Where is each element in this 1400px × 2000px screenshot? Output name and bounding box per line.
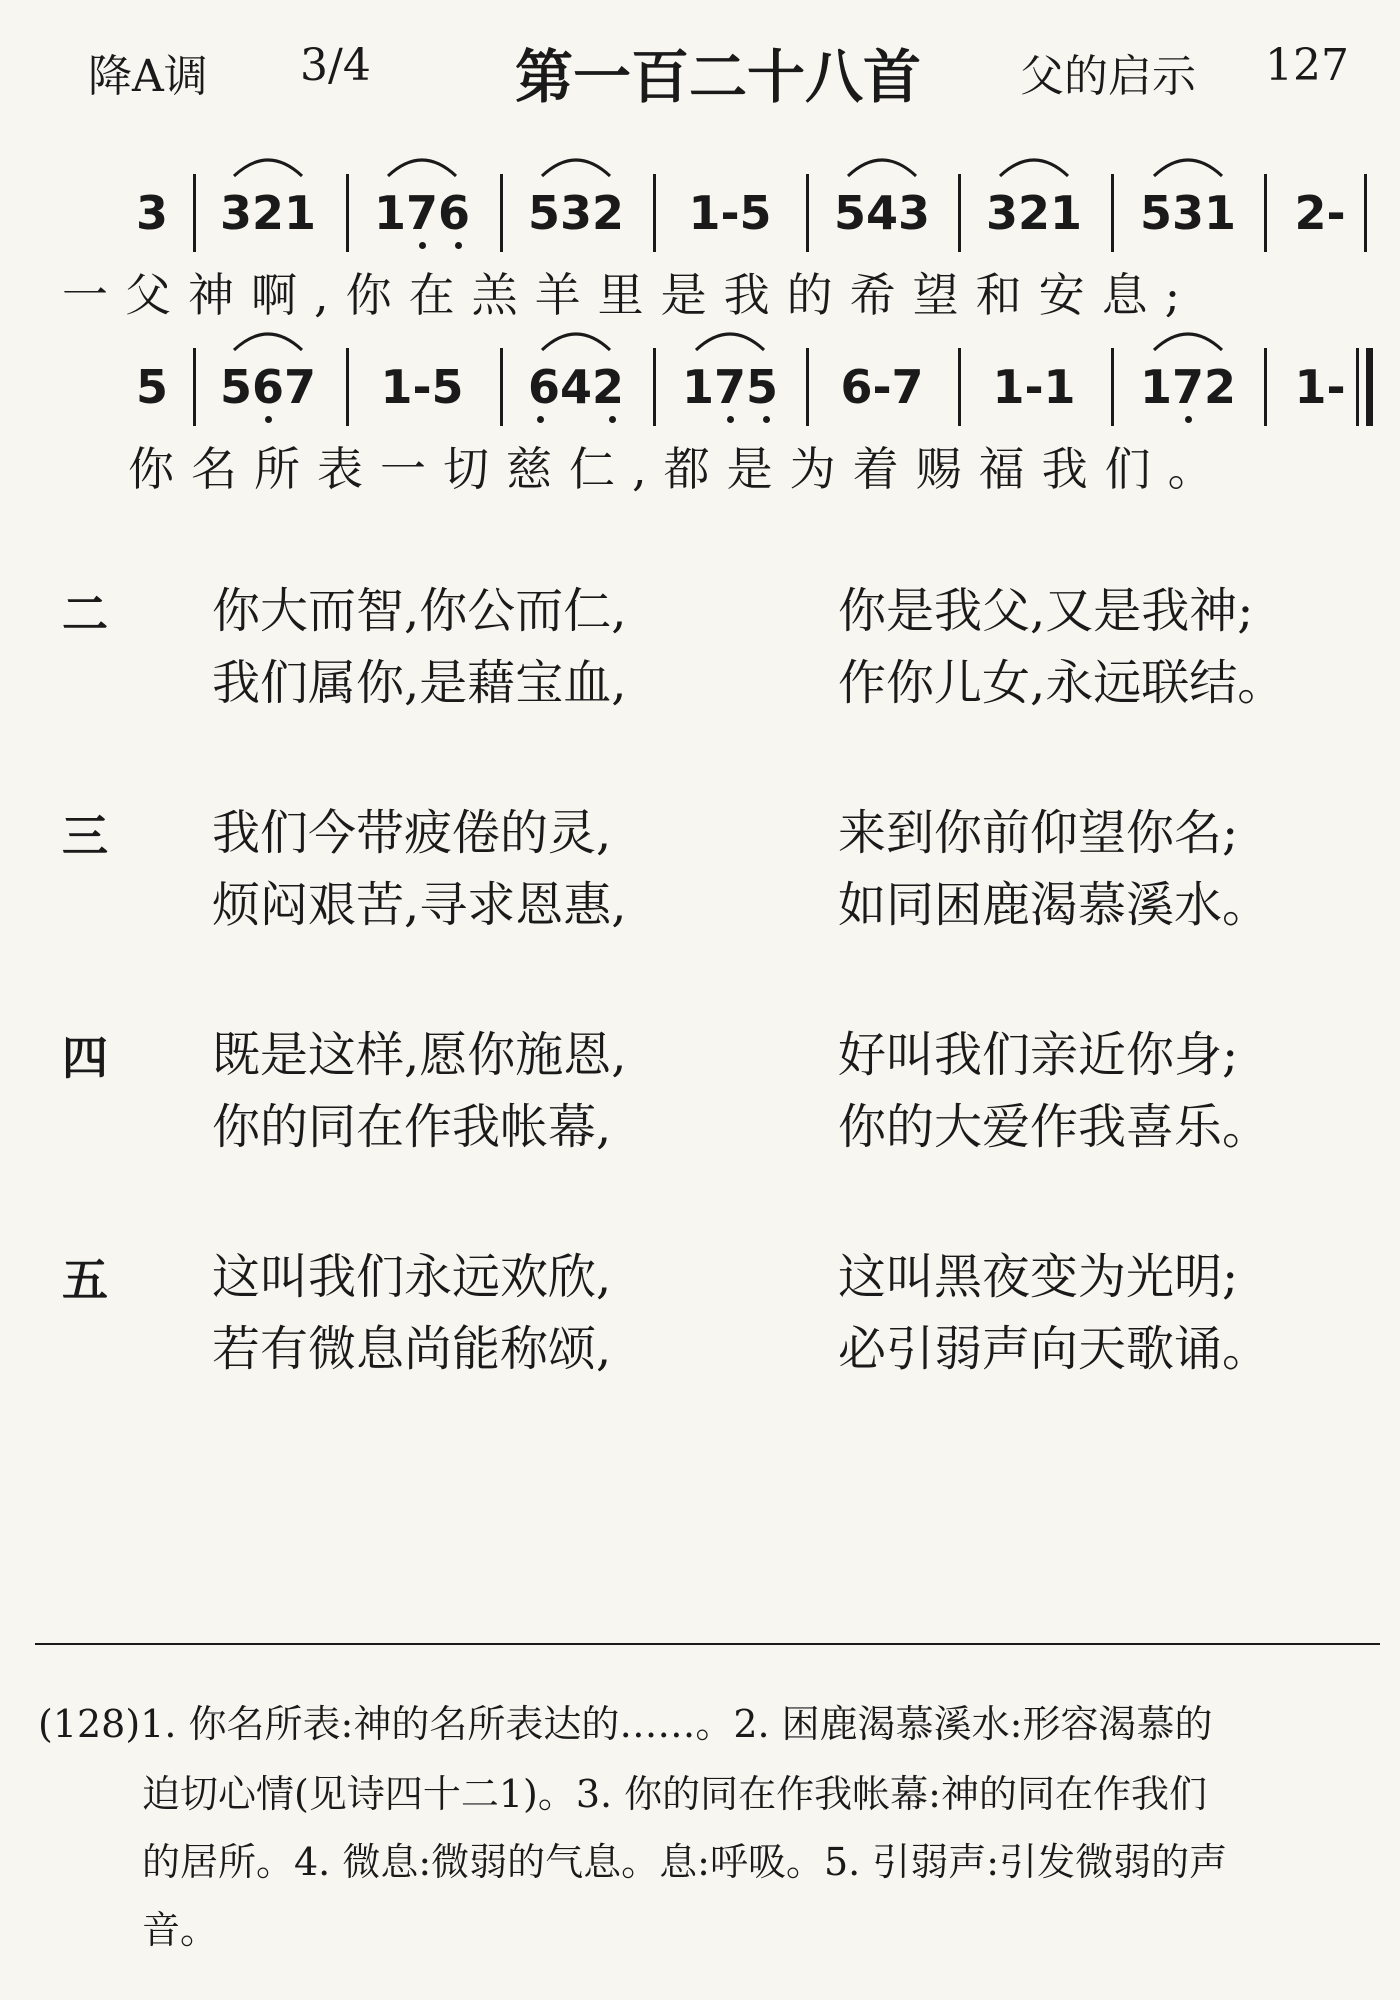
note-group: 175 xyxy=(681,360,779,414)
bar-line xyxy=(1356,348,1359,426)
verse-line: 来到你前仰望你名; xyxy=(838,805,1239,861)
octave-dot xyxy=(763,416,770,423)
octave-dot xyxy=(609,416,616,423)
note-group: 1-5 xyxy=(380,360,464,414)
verse-line: 你的同在作我帐幕, xyxy=(212,1099,612,1155)
note-group: 1- xyxy=(1294,360,1346,414)
bar-line xyxy=(1364,174,1367,252)
verse-number: 二 xyxy=(62,587,108,641)
note-group: 1-1 xyxy=(992,360,1076,414)
note-group: 567 xyxy=(219,360,317,414)
note-group: 172 xyxy=(1139,360,1237,414)
lyric-line: 你名所表一切慈仁,都是为着赐福我们。 xyxy=(128,442,1231,496)
bar-line xyxy=(1264,348,1267,426)
verse-line: 我们今带疲倦的灵, xyxy=(212,805,612,861)
note-group: 176 xyxy=(373,186,471,240)
slur-mark xyxy=(842,150,922,180)
slur-mark xyxy=(994,150,1074,180)
verse-line: 必引弱声向天歌诵。 xyxy=(838,1321,1271,1377)
bar-line xyxy=(1111,348,1114,426)
note-group: 543 xyxy=(833,186,931,240)
bar-line xyxy=(193,348,196,426)
bar-line xyxy=(653,174,656,252)
note-group: 2- xyxy=(1294,186,1346,240)
bar-line xyxy=(958,174,961,252)
note-group: 3 xyxy=(135,186,169,240)
bar-line xyxy=(653,348,656,426)
footnote-divider xyxy=(35,1643,1380,1645)
note-group: 531 xyxy=(1139,186,1237,240)
note-group: 532 xyxy=(527,186,625,240)
bar-line xyxy=(193,174,196,252)
verse-line: 你大而智,你公而仁, xyxy=(212,583,627,639)
bar-line xyxy=(806,174,809,252)
note-group: 6-7 xyxy=(840,360,924,414)
hymn-title: 第一百二十八首 xyxy=(515,43,922,111)
footnote-line: 的居所。4. 微息:微弱的气息。息:呼吸。5. 引弱声:引发微弱的声 xyxy=(142,1840,1228,1884)
footnote-line: 迫切心情(见诗四十二1)。3. 你的同在作我帐幕:神的同在作我们 xyxy=(142,1772,1207,1816)
verse-line: 我们属你,是藉宝血, xyxy=(212,655,627,711)
bar-line xyxy=(806,348,809,426)
slur-mark xyxy=(536,150,616,180)
bar-line xyxy=(346,348,349,426)
slur-mark xyxy=(690,324,770,354)
slur-mark xyxy=(382,150,462,180)
verse-line: 这叫黑夜变为光明; xyxy=(838,1249,1239,1305)
octave-dot xyxy=(455,242,462,249)
bar-line xyxy=(958,348,961,426)
verse-line: 作你儿女,永远联结。 xyxy=(838,655,1286,711)
slur-mark xyxy=(536,324,616,354)
hymn-category: 父的启示 xyxy=(1020,51,1196,102)
verse-line: 烦闷艰苦,寻求恩惠, xyxy=(212,877,627,933)
note-group: 642 xyxy=(527,360,625,414)
note-group: 321 xyxy=(219,186,317,240)
bar-line xyxy=(1264,174,1267,252)
note-group: 5 xyxy=(135,360,169,414)
slur-mark xyxy=(228,324,308,354)
octave-dot xyxy=(1185,416,1192,423)
verse-line: 既是这样,愿你施恩, xyxy=(212,1027,627,1083)
final-bar-line xyxy=(1366,348,1373,426)
verse-line: 这叫我们永远欢欣, xyxy=(212,1249,612,1305)
bar-line xyxy=(500,348,503,426)
verse-line: 好叫我们亲近你身; xyxy=(838,1027,1239,1083)
slur-mark xyxy=(1148,150,1228,180)
note-group: 321 xyxy=(985,186,1083,240)
lyric-line: 一父神啊,你在羔羊里是我的希望和安息; xyxy=(62,268,1198,322)
octave-dot xyxy=(419,242,426,249)
bar-line xyxy=(1111,174,1114,252)
page-number: 127 xyxy=(1265,40,1349,91)
verse-line: 如同困鹿渴慕溪水。 xyxy=(838,877,1271,933)
verse-number: 三 xyxy=(62,809,108,863)
slur-mark xyxy=(228,150,308,180)
key-signature: 降A调 xyxy=(88,51,208,102)
footnote-line: 音。 xyxy=(142,1908,219,1952)
octave-dot xyxy=(537,416,544,423)
octave-dot xyxy=(265,416,272,423)
verse-number: 五 xyxy=(62,1253,108,1307)
note-group: 1-5 xyxy=(688,186,772,240)
time-signature: 3/4 xyxy=(300,40,371,91)
verse-line: 你的大爱作我喜乐。 xyxy=(838,1099,1271,1155)
bar-line xyxy=(346,174,349,252)
slur-mark xyxy=(1148,324,1228,354)
bar-line xyxy=(500,174,503,252)
verse-number: 四 xyxy=(62,1031,108,1085)
octave-dot xyxy=(727,416,734,423)
verse-line: 你是我父,又是我神; xyxy=(838,583,1254,639)
footnote-line: (128)1. 你名所表:神的名所表达的……。2. 困鹿渴慕溪水:形容渴慕的 xyxy=(38,1702,1213,1746)
verse-line: 若有微息尚能称颂, xyxy=(212,1321,612,1377)
